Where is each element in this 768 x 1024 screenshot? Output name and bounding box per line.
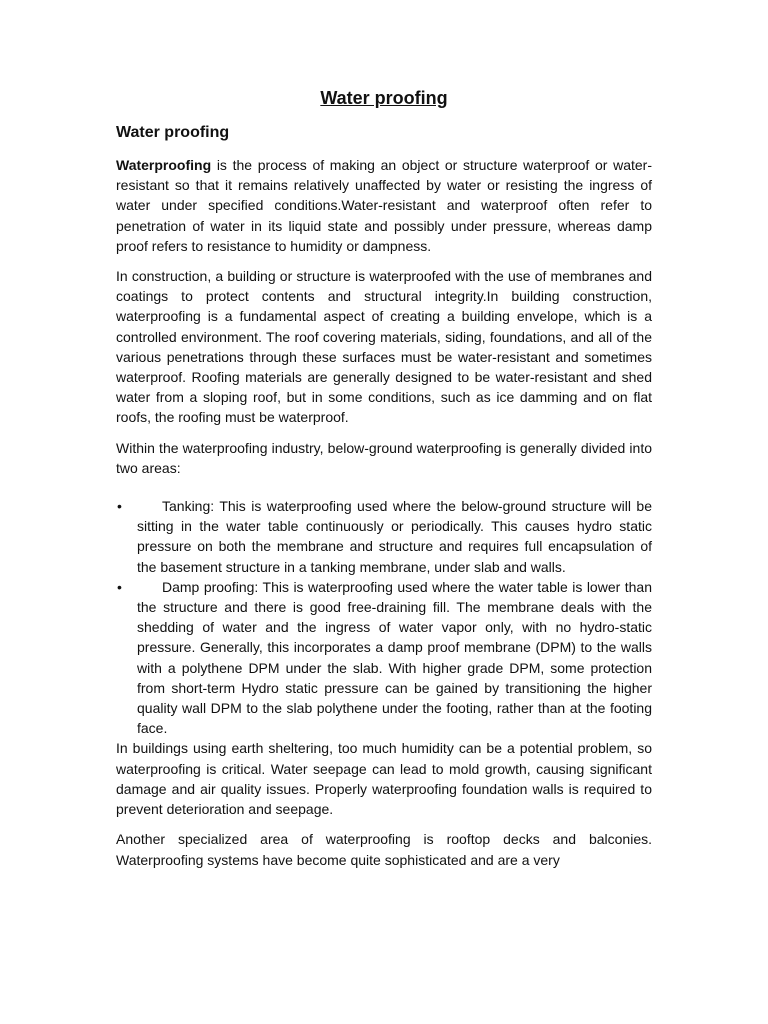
- paragraph-construction: In construction, a building or structure is waterproofed with the use of membranes and coatings to protect contents and structural integrity.In building construction, waterproofing is a fundamental aspect of creating a building envelope, which is a controlled environment. The roof covering materials, siding, foundations, and all of the various penetrations through these surfaces must be water-resistant and sometimes waterproof. Roofing materials are generally designed to be water-resistant and shed water from a sloping roof, but in some conditions, such as ice damming and on flat roofs, the roofing must be waterproof.: [116, 268, 652, 426]
- list-item: [117, 496, 652, 577]
- list-item: [117, 577, 652, 739]
- intro-text: is the process of making an object or structure waterproof or water-resistant so that it remains relatively unaffected by water or resisting the ingress of water under specified conditions.Water-resistant and waterproof often refer to penetration of water in its liquid state and possibly under pressure, whereas damp proof refers to resistance to humidity or dampness.: [116, 157, 652, 254]
- paragraph-industry: Within the waterproofing industry, below-ground waterproofing is generally divided into two areas:: [116, 439, 652, 476]
- intro-bold-term: Waterproofing: [116, 157, 212, 173]
- bullet-icon: •: [117, 578, 122, 595]
- bullet-text-tanking: Tanking: This is waterproofing used where the below-ground structure will be sitting in the water table continuously or periodically. This causes hydro static pressure on both the membrane and structure and requires full encapsulation of the basement structure in a tanking membrane, under slab and walls.: [137, 498, 652, 575]
- document-page: [116, 86, 652, 880]
- paragraph-rooftop: Another specialized area of waterproofing is rooftop decks and balconies. Waterproofing systems have become quite sophisticated and are a very: [116, 831, 652, 868]
- section-heading: Water proofing: [116, 124, 230, 141]
- bullet-icon: •: [117, 498, 122, 515]
- bullet-list: [116, 496, 652, 738]
- paragraph-earth-sheltering: In buildings using earth sheltering, too much humidity can be a potential problem, so waterproofing is critical. Water seepage can lead to mold growth, causing significant damage and air quality issues. Properly waterproofing foundation walls is required to prevent deterioration and seepage.: [116, 740, 652, 818]
- bullet-text-damp-proofing: Damp proofing: This is waterproofing used where the water table is lower than the structure and there is good free-draining fill. The membrane deals with the shedding of water and the ingress of water vapor only, with no hydro-static pressure. Generally, this incorporates a damp proof membrane (DPM) to the walls with a polythene DPM under the slab. With higher grade DPM, some protection from short-term Hydro static pressure can be gained by transitioning the higher quality wall DPM to the slab polythene under the footing, rather than at the footing face.: [137, 578, 652, 737]
- intro-paragraph: [116, 155, 652, 256]
- document-title: Water proofing: [320, 88, 448, 108]
